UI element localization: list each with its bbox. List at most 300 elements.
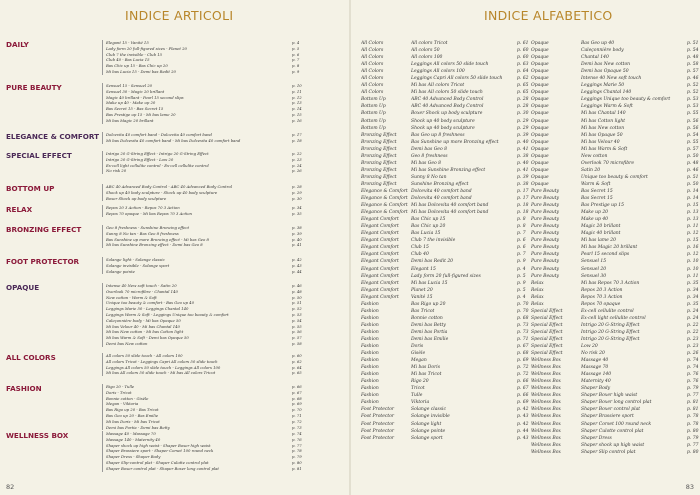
page-cell: p. 56 bbox=[687, 118, 699, 124]
page-cell: p. 35 bbox=[687, 301, 699, 307]
page-cell: p. 22 bbox=[687, 322, 699, 328]
product-cell: Leggings Chantal 140 bbox=[581, 90, 632, 96]
entry-text: Unique too beauty & comfort - Bas Geo up 40 bbox=[106, 300, 194, 306]
page-cell: p. 22 bbox=[687, 329, 699, 335]
category-cell: Wellness Box bbox=[531, 379, 561, 385]
product-cell: Shock up 40 body sculpture bbox=[411, 125, 475, 131]
entry-page: p. 57 bbox=[292, 335, 302, 341]
page-cell: p. 51 bbox=[687, 174, 699, 180]
entry-page: p. 29 bbox=[292, 189, 302, 195]
product-cell: Mi bas New cotton bbox=[581, 125, 625, 131]
product-cell: ABC 40 Advanced Body Control bbox=[411, 104, 484, 110]
product-cell: Intrigo 20 G-String Effect bbox=[581, 329, 640, 335]
entry-text: Mi bas Warm & Soft - Demi bas Opaque 50 bbox=[106, 335, 189, 341]
category-cell: All Colors bbox=[361, 41, 384, 46]
entry-list bbox=[102, 151, 311, 174]
entry-page: p. 70 bbox=[292, 407, 302, 413]
category-cell: Opaque bbox=[531, 76, 549, 82]
page-title: INDICE ALFABETICO bbox=[484, 8, 613, 23]
page-cell: p. 81 bbox=[687, 407, 699, 413]
product-cell: Bas Sunshine up more Bronzing effect bbox=[411, 139, 499, 145]
category-cell: All Colors bbox=[361, 90, 384, 96]
category-cell: Fashion bbox=[361, 386, 379, 392]
page-cell: p. 11 bbox=[687, 273, 699, 279]
page-cell: p. 65 bbox=[517, 83, 529, 89]
entry-text: Repos 70 opaque - Mi bas Repos 70 3 Action bbox=[106, 210, 192, 216]
product-cell: Sunshine Bronzing effect bbox=[411, 181, 469, 187]
product-cell: Shaper shock up high waist bbox=[581, 442, 645, 448]
category-cell: Opaque bbox=[531, 160, 549, 166]
entry-text: New cotton - Warm & Soft bbox=[106, 294, 157, 300]
entry-page: p. 9 bbox=[292, 68, 300, 74]
entry-text: Elegant 15 - Vanité 15 bbox=[106, 40, 149, 45]
entry-page: p. 60 bbox=[292, 353, 302, 358]
product-cell: Gisèle bbox=[411, 351, 426, 357]
entry-page: p. 50 bbox=[292, 294, 302, 300]
index-entry bbox=[106, 466, 311, 472]
category-cell: All Colors bbox=[361, 69, 384, 75]
category-cell: Pure Beauty bbox=[531, 210, 560, 216]
product-cell: Mi bas Cotton light bbox=[581, 118, 626, 124]
entry-list bbox=[102, 184, 311, 201]
category-cell: Wellness Box bbox=[531, 442, 561, 448]
product-cell: Sensuel 20 bbox=[581, 266, 607, 272]
entry-list bbox=[102, 257, 311, 274]
category-cell: Wellness Box bbox=[531, 365, 561, 371]
category-cell: Foot Protector bbox=[361, 435, 395, 441]
entry-page: p. 76 bbox=[292, 436, 302, 442]
page-cell: p. 78 bbox=[687, 414, 699, 420]
product-cell: Massage 140 bbox=[581, 372, 612, 378]
category-cell: Elegance & Comfort bbox=[361, 196, 408, 202]
category-cell: Bronzing Effect bbox=[361, 139, 397, 145]
product-cell: Mi bas Dolcevita 40 comfort band bbox=[411, 210, 489, 216]
page-cell: p. 62 bbox=[517, 76, 529, 82]
category-cell: Special Effect bbox=[531, 344, 563, 350]
product-cell: Sensuel 30 bbox=[581, 273, 607, 279]
category-cell: Opaque bbox=[531, 146, 549, 152]
page-cell: p. 17 bbox=[517, 196, 529, 202]
product-cell: Planet 20 bbox=[411, 287, 433, 293]
category-cell: Wellness Box bbox=[531, 435, 561, 441]
entry-list bbox=[102, 353, 311, 376]
product-cell: Elegant 15 bbox=[411, 266, 436, 272]
product-cell: Mi bas Warm & Soft bbox=[581, 146, 628, 152]
page-cell: p. 39 bbox=[517, 132, 529, 138]
entry-list bbox=[102, 283, 311, 347]
product-cell: Doris bbox=[411, 344, 424, 350]
entry-page: p. 18 bbox=[292, 137, 302, 143]
index-entry bbox=[106, 196, 311, 202]
index-entry bbox=[106, 69, 311, 75]
page-cell: p. 77 bbox=[687, 442, 699, 448]
page-cell: p. 41 bbox=[517, 167, 529, 173]
page-cell: p. 65 bbox=[517, 90, 529, 96]
category-cell: Bottom Up bbox=[361, 125, 386, 131]
category-cell: All Colors bbox=[361, 76, 384, 82]
page-cell: p. 42 bbox=[517, 421, 529, 427]
entry-text: Solange invisible - Solange sport bbox=[106, 262, 170, 268]
page-cell: p. 67 bbox=[517, 344, 529, 350]
category-cell: Special Effect bbox=[531, 336, 563, 342]
page-cell: p. 70 bbox=[517, 301, 529, 307]
product-cell: Shaper Dress bbox=[581, 435, 612, 441]
category-cell: Fashion bbox=[361, 315, 379, 321]
product-cell: No risk 20 bbox=[581, 351, 605, 357]
product-cell: Leggings Capri All colors 50 slide touch bbox=[411, 76, 503, 82]
entry-page: p. 73 bbox=[292, 424, 302, 430]
page-cell: p. 38 bbox=[517, 181, 529, 187]
entry-page: p. 77 bbox=[292, 442, 302, 448]
page-cell: p. 58 bbox=[687, 62, 699, 68]
category-cell: Pure Beauty bbox=[531, 266, 560, 272]
category-cell: Fashion bbox=[361, 393, 379, 399]
product-cell: Solange classic bbox=[411, 407, 447, 413]
page-cell: p. 43 bbox=[517, 414, 529, 420]
category-cell: Elegance & Comfort bbox=[361, 203, 408, 209]
category-cell: Fashion bbox=[361, 329, 379, 335]
entry-text: Massage 40 - Massage 70 bbox=[106, 431, 156, 436]
entry-page: p. 78 bbox=[292, 448, 302, 454]
category-cell: Pure Beauty bbox=[531, 188, 560, 194]
entry-page: p. 72 bbox=[292, 418, 302, 424]
category-cell: Pure Beauty bbox=[531, 238, 560, 244]
page-cell: p. 76 bbox=[687, 372, 699, 378]
category-cell: Fashion bbox=[361, 358, 379, 364]
page-cell: p. 73 bbox=[517, 329, 529, 335]
page-cell: p. 79 bbox=[687, 386, 699, 392]
entry-text: Mi bas Sunshine Bronzing effect - Demi bas Geo 8 bbox=[106, 242, 203, 248]
page-cell: p. 12 bbox=[687, 231, 699, 237]
product-cell: Pearl 15 second slips bbox=[581, 252, 630, 258]
entry-text: Make up 40 - Make up 20 bbox=[106, 100, 156, 106]
page-cell: p. 38 bbox=[517, 153, 529, 159]
page-cell: p. 56 bbox=[687, 125, 699, 131]
product-cell: Tulle bbox=[411, 393, 423, 399]
product-cell: Magic 40 brillant bbox=[581, 231, 621, 237]
category-heading: WELLNESS BOX bbox=[6, 431, 69, 440]
category-cell: Elegant Comfort bbox=[361, 287, 399, 293]
page-cell: p. 60 bbox=[517, 48, 529, 54]
page-cell: p. 5 bbox=[517, 287, 526, 293]
entry-text: Dolcevita 40 comfort band - Dolcevita 40 comfort band bbox=[106, 132, 212, 137]
entry-text: Mi bas All colors 50 slide touch - Mi bas All colors Tricot bbox=[106, 370, 216, 376]
entry-text: Bonnie cotton - Gisèle bbox=[106, 395, 149, 401]
entry-page: p. 67 bbox=[292, 389, 302, 395]
entry-page: p. 15 bbox=[292, 111, 302, 117]
category-cell: Foot Protector bbox=[361, 421, 395, 427]
category-cell: Fashion bbox=[361, 365, 379, 371]
page-cell: p. 69 bbox=[517, 400, 529, 406]
entry-page: p. 81 bbox=[292, 465, 302, 471]
category-cell: Wellness Box bbox=[531, 358, 561, 364]
entry-text: Intrigo 20 G-String Effect - Low 20 bbox=[106, 156, 174, 162]
page-cell: p. 61 bbox=[517, 41, 529, 46]
category-cell: Bottom Up bbox=[361, 104, 386, 110]
entry-text: Solange light - Solange classic bbox=[106, 257, 165, 262]
category-cell: Special Effect bbox=[531, 329, 563, 335]
page-cell: p. 81 bbox=[687, 400, 699, 406]
product-cell: Mi bas Geo 8 bbox=[411, 160, 442, 166]
entry-text: Caleçonnière body - Mi bas Opaque 50 bbox=[106, 317, 181, 323]
product-cell: Satin 20 bbox=[581, 167, 601, 173]
entry-page: p. 80 bbox=[292, 459, 302, 465]
product-cell: Boxer Shock up body sculpture bbox=[411, 111, 483, 117]
entry-text: Sensuel 30 - Magic 20 brillant bbox=[106, 88, 165, 94]
page-cell: p. 10 bbox=[687, 266, 699, 272]
page-cell: p. 6 bbox=[517, 245, 526, 251]
category-heading: SPECIAL EFFECT bbox=[6, 151, 72, 160]
product-cell: Bas Prestige up 15 bbox=[581, 203, 625, 209]
category-cell: Bottom Up bbox=[361, 118, 386, 124]
product-cell: Solange sport bbox=[411, 435, 443, 441]
entry-page: p. 44 bbox=[292, 268, 302, 274]
page-cell: p. 30 bbox=[517, 111, 529, 117]
page-cell: p. 17 bbox=[517, 188, 529, 194]
index-entry bbox=[106, 242, 311, 248]
page-cell: p. 39 bbox=[517, 174, 529, 180]
product-cell: Demi bas Redit 20 bbox=[411, 259, 454, 265]
product-cell: Shock up 40 body sculpture bbox=[411, 118, 475, 124]
category-cell: Elegant Comfort bbox=[361, 224, 399, 230]
category-cell: Pure Beauty bbox=[531, 259, 560, 265]
category-cell: Opaque bbox=[531, 62, 549, 68]
page-cell: p. 34 bbox=[687, 294, 699, 300]
product-cell: Vanité 15 bbox=[411, 294, 433, 300]
category-cell: Pure Beauty bbox=[531, 196, 560, 202]
category-cell: Special Effect bbox=[531, 322, 563, 328]
entry-text: Mi bas Velour 40 - Mi bas Chantal 140 bbox=[106, 323, 180, 329]
category-heading: FASHION bbox=[6, 384, 42, 393]
product-cell: Sensuel 15 bbox=[581, 259, 607, 265]
product-cell: Magic 20 brillant bbox=[581, 224, 621, 230]
page-cell: p. 6 bbox=[517, 238, 526, 244]
product-cell: Shaper Corset 100 round neck bbox=[581, 421, 652, 427]
entry-text: Leggings Marie 50 - Leggings Chantal 140 bbox=[106, 306, 189, 312]
category-cell: Opaque bbox=[531, 153, 549, 159]
entry-text: Solange pointe bbox=[106, 268, 135, 274]
category-cell: Elegant Comfort bbox=[361, 266, 399, 272]
page-cell: p. 80 bbox=[687, 428, 699, 434]
page-cell: p. 10 bbox=[687, 259, 699, 265]
category-cell: Special Effect bbox=[531, 308, 563, 314]
entry-text: Doris - Tricot bbox=[106, 389, 132, 395]
product-cell: Bas Lucia 15 bbox=[411, 231, 441, 237]
index-entry bbox=[106, 341, 311, 347]
category-cell: Opaque bbox=[531, 111, 549, 117]
page-number: 83 bbox=[685, 483, 694, 491]
product-cell: Massage 40 bbox=[581, 358, 609, 364]
entry-page: p. 10 bbox=[292, 83, 302, 88]
category-cell: Relax bbox=[531, 294, 544, 300]
entry-text: Ex-cell light cellulite control - Ex-cell cellulite control bbox=[106, 162, 209, 168]
product-cell: Intrigo 20 G-String Effect bbox=[581, 322, 640, 328]
category-cell: Elegant Comfort bbox=[361, 259, 399, 265]
category-heading: FOOT PROTECTOR bbox=[6, 257, 80, 266]
left-page bbox=[0, 0, 349, 495]
product-cell: Demi bas Betty bbox=[411, 322, 446, 328]
product-cell: Bas Secret 15 bbox=[581, 196, 613, 202]
category-heading: BOTTOM UP bbox=[6, 184, 55, 193]
product-cell: Mi bas Sunshine Bronzing effect bbox=[411, 167, 486, 173]
page-cell: p. 40 bbox=[517, 139, 529, 145]
entry-page: p. 68 bbox=[292, 395, 302, 401]
category-cell: All Colors bbox=[361, 83, 384, 89]
product-cell: Geo 8 freshness bbox=[411, 153, 448, 159]
product-cell: Mi bas Velour 40 bbox=[581, 139, 620, 145]
product-cell: Mi bas Magic 20 brillant bbox=[581, 245, 638, 251]
product-cell: Mi bas Tricot bbox=[411, 372, 442, 378]
page-cell: p. 72 bbox=[517, 365, 529, 371]
category-cell: Wellness Box bbox=[531, 386, 561, 392]
page-cell: p. 46 bbox=[687, 167, 699, 173]
page-cell: p. 8 bbox=[517, 224, 526, 230]
entry-page: p. 48 bbox=[292, 288, 302, 294]
entry-text: Demi bas Portia - Demi bas Betty bbox=[106, 424, 170, 430]
category-cell: Bronzing Effect bbox=[361, 153, 397, 159]
page-cell: p. 28 bbox=[517, 104, 529, 110]
page-cell: p. 43 bbox=[517, 435, 529, 441]
product-cell: Demi bas Opaque 50 bbox=[581, 69, 629, 75]
entry-text: Shaper Slip-control plat - Shaper Culotte control plat bbox=[106, 459, 209, 465]
page-cell: p. 66 bbox=[517, 379, 529, 385]
category-cell: Fashion bbox=[361, 308, 379, 314]
entry-text: Rigo 20 - Tulle bbox=[106, 384, 135, 389]
entry-text: Repos 20 3 Action - Repos 70 3 Action bbox=[106, 205, 180, 210]
product-cell: Shaper Culotte control plat bbox=[581, 428, 644, 434]
category-cell: Pure Beauty bbox=[531, 203, 560, 209]
category-cell: Elegant Comfort bbox=[361, 238, 399, 244]
category-cell: Opaque bbox=[531, 132, 549, 138]
entry-text: All colors 50 slide touch - All colors 100 bbox=[106, 353, 183, 358]
page-number: 82 bbox=[6, 483, 15, 491]
page-cell: p. 7 bbox=[517, 252, 526, 258]
product-cell: Leggings Marie 50 bbox=[581, 83, 625, 89]
page-cell: p. 13 bbox=[687, 217, 699, 223]
page-cell: p. 48 bbox=[687, 55, 699, 61]
entry-page: p. 62 bbox=[292, 358, 302, 364]
product-cell: Dolcevita 40 comfort band bbox=[411, 188, 472, 194]
entry-text: Sunny 8 No tan - Bas Geo 8 freshness bbox=[106, 230, 179, 236]
product-cell: Club 40 bbox=[411, 252, 429, 258]
product-cell: All colors Tricot bbox=[411, 41, 448, 46]
category-cell: Fashion bbox=[361, 351, 379, 357]
entry-text: Shaper Boxer control plat - Shaper Boxer long control plat bbox=[106, 465, 219, 471]
product-cell: New cotton bbox=[581, 153, 608, 159]
page-cell: p. 40 bbox=[517, 160, 529, 166]
page-cell: p. 18 bbox=[517, 203, 529, 209]
entry-page: p. 22 bbox=[292, 151, 302, 156]
entry-list bbox=[102, 431, 311, 472]
entry-text: Bas Prestige up 15 - Mi bas lame 20 bbox=[106, 111, 176, 117]
page-cell: p. 52 bbox=[687, 90, 699, 96]
page-cell: p. 18 bbox=[517, 210, 529, 216]
product-cell: Bas Geo up 40 bbox=[581, 41, 615, 46]
entry-text: Massage 140 - Maternity 40 bbox=[106, 436, 161, 442]
entry-page: p. 6 bbox=[292, 51, 300, 57]
entry-list bbox=[102, 40, 311, 75]
page-cell: p. 76 bbox=[687, 379, 699, 385]
product-cell: Mi bas All colors Tricot bbox=[411, 83, 465, 89]
category-cell: Pure Beauty bbox=[531, 245, 560, 251]
page-cell: p. 28 bbox=[517, 97, 529, 103]
page-cell: p. 71 bbox=[517, 336, 529, 342]
product-cell: Ex-cell cellulite control bbox=[581, 308, 634, 314]
entry-page: p. 11 bbox=[292, 88, 302, 94]
entry-page: p. 64 bbox=[292, 364, 302, 370]
category-cell: Bronzing Effect bbox=[361, 160, 397, 166]
category-cell: Opaque bbox=[531, 104, 549, 110]
entry-text: Geo 8 freshness - Sunshine Bronzing effect bbox=[106, 225, 190, 230]
page-cell: p. 34 bbox=[687, 287, 699, 293]
entry-text: Mi bas Magic 20 brillant bbox=[106, 117, 154, 123]
entry-text: Shock up 40 body sculpture - Shock up 40 body sculpture bbox=[106, 189, 218, 195]
product-cell: Shaper Slip control plat bbox=[581, 449, 636, 455]
category-cell: Wellness Box bbox=[531, 449, 561, 455]
product-cell: Unique too beauty & comfort bbox=[581, 174, 648, 180]
page-cell: p. 4 bbox=[517, 294, 526, 300]
entry-text: Shaper Brassiere sport - Shaper Corset 100 round neck bbox=[106, 448, 214, 454]
product-cell: Massage 70 bbox=[581, 365, 609, 371]
product-cell: Leggings Unique too beauty & comfort bbox=[581, 97, 671, 103]
product-cell: Mi bas Dolcevita 40 comfort band bbox=[411, 203, 489, 209]
product-cell: Mi bas Chantal 140 bbox=[581, 111, 626, 117]
entry-text: Sensuel 15 - Sensuel 20 bbox=[106, 83, 153, 88]
category-cell: Opaque bbox=[531, 125, 549, 131]
entry-page: p. 41 bbox=[292, 242, 302, 248]
page-cell: p. 12 bbox=[687, 252, 699, 258]
product-cell: Repos 20 3 Action bbox=[581, 287, 623, 293]
product-cell: Intense 40 New soft touch bbox=[581, 76, 642, 82]
page-cell: p. 78 bbox=[687, 421, 699, 427]
page-cell: p. 51 bbox=[687, 41, 699, 46]
category-heading: OPAQUE bbox=[6, 283, 40, 292]
product-cell: Lady form 20 full-figured sizes bbox=[411, 273, 481, 279]
entry-page: p. 42 bbox=[292, 257, 302, 262]
entry-text: No risk 20 bbox=[106, 168, 127, 174]
entry-text: Boxer Shock up body sculpture bbox=[106, 195, 167, 201]
page-cell: p. 29 bbox=[517, 125, 529, 131]
category-cell: Bottom Up bbox=[361, 97, 386, 103]
entry-page: p. 5 bbox=[292, 45, 300, 51]
page-cell: p. 29 bbox=[517, 118, 529, 124]
page-cell: p. 13 bbox=[687, 210, 699, 216]
page-cell: p. 54 bbox=[687, 48, 699, 54]
product-cell: Demi bas Geo 8 bbox=[411, 146, 447, 152]
page-cell: p. 23 bbox=[687, 336, 699, 342]
page-cell: p. 46 bbox=[687, 76, 699, 82]
page-cell: p. 9 bbox=[517, 280, 526, 286]
category-cell: Bronzing Effect bbox=[361, 167, 397, 173]
category-cell: Fashion bbox=[361, 379, 379, 385]
category-cell: Fashion bbox=[361, 301, 379, 307]
page-cell: p. 42 bbox=[517, 407, 529, 413]
entry-text: Overlook 70 microfibre - Chantal 140 bbox=[106, 288, 178, 294]
page-cell: p. 16 bbox=[687, 245, 699, 251]
entry-page: p. 8 bbox=[292, 63, 300, 69]
page-cell: p. 80 bbox=[687, 449, 699, 455]
right-page bbox=[351, 0, 700, 495]
page-cell: p. 57 bbox=[687, 146, 699, 152]
category-heading: ALL COLORS bbox=[6, 353, 56, 362]
product-cell: Demi bas New cotton bbox=[581, 62, 631, 68]
entry-list bbox=[102, 384, 311, 430]
category-cell: Wellness Box bbox=[531, 400, 561, 406]
entry-page: p. 24 bbox=[292, 162, 302, 168]
page-cell: p. 74 bbox=[687, 358, 699, 364]
category-cell: Fashion bbox=[361, 336, 379, 342]
entry-text: Bas Rigo up 20 - Bas Tricot bbox=[106, 407, 159, 413]
